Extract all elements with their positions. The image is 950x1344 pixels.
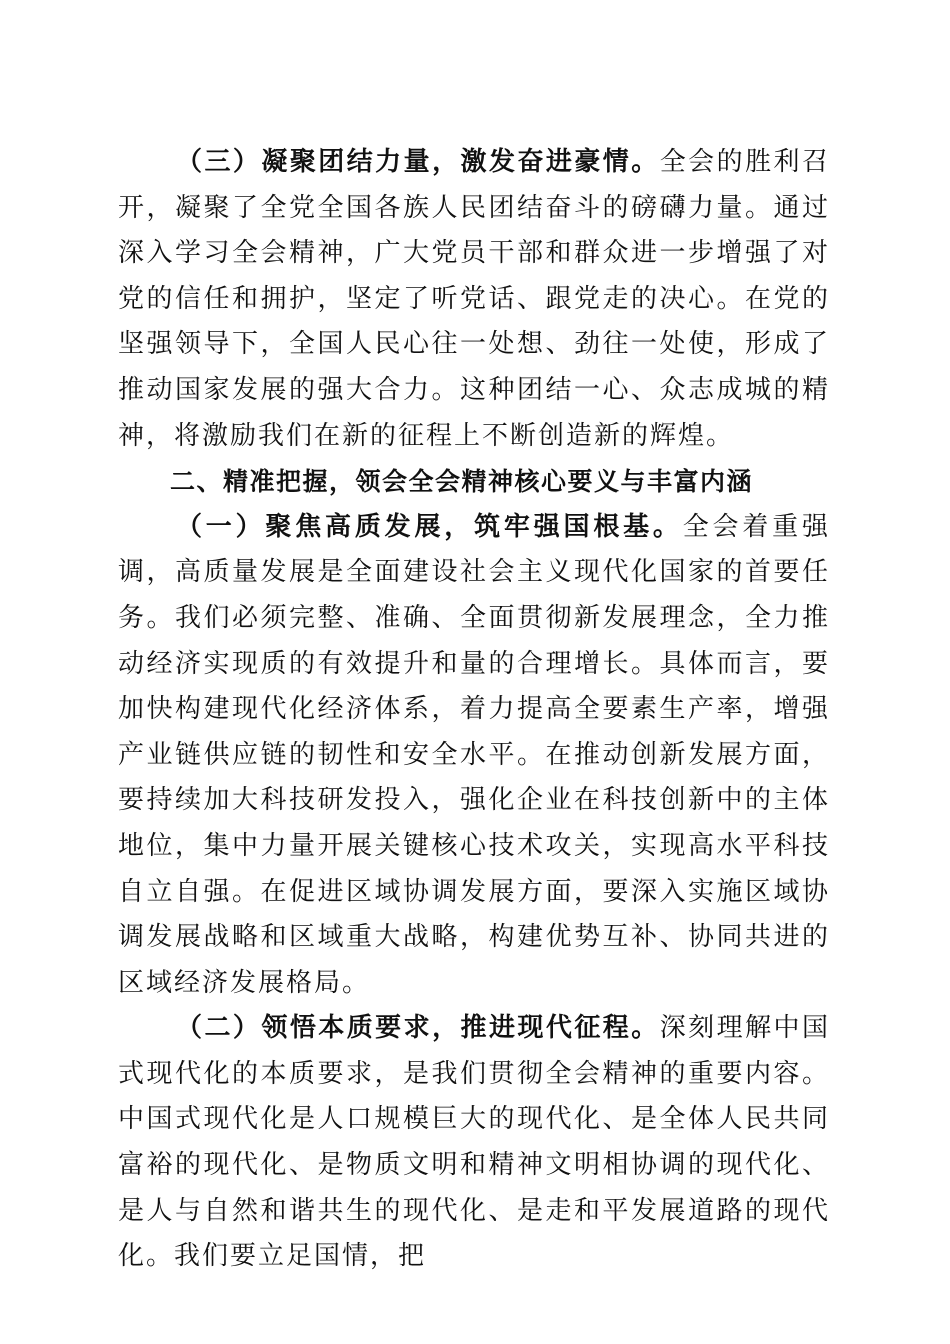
paragraph-lead: （二）领悟本质要求，推进现代征程。 (176, 1013, 660, 1044)
paragraph-text: 全会的胜利召开，凝聚了全党全国各族人民团结奋斗的磅礴力量。通过深入学习全会精神，广大党员干部和群众进一步增强了对党的信任和拥护，坚定了听党话、跟党走的决心。在党的坚强领导下，全国人民心往一处想、劲往一处使，形成了推动国家发展的强大合力。这种团结一心、众志成城的精神，将激励我们在新的征程上不断创造新的辉煌。 (118, 147, 830, 451)
paragraph-sub-two (118, 1006, 830, 1280)
paragraph-lead: （三）凝聚团结力量，激发奋进豪情。 (176, 147, 660, 177)
paragraph-text: 深刻理解中国式现代化的本质要求，是我们贯彻全会精神的重要内容。中国式现代化是人口规模巨大的现代化、是全体人民共同富裕的现代化、是物质文明和精神文明相协调的现代化、是人与自然和谐共生的现代化、是走和平发展道路的现代化。我们要立足国情，把 (118, 1013, 830, 1272)
document-body (118, 140, 830, 1280)
paragraph-lead: （一）聚焦高质发展，筑牢强国根基。 (176, 511, 683, 542)
paragraph-text: 全会着重强调，高质量发展是全面建设社会主义现代化国家的首要任务。我们必须完整、准确、全面贯彻新发展理念，全力推动经济实现质的有效提升和量的合理增长。具体而言，要加快构建现代化经济体系，着力提高全要素生产率，增强产业链供应链的韧性和安全水平。在推动创新发展方面，要持续加大科技研发投入，强化企业在科技创新中的主体地位，集中力量开展关键核心技术攻关，实现高水平科技自立自强。在促进区域协调发展方面，要深入实施区域协调发展战略和区域重大战略，构建优势互补、协同共进的区域经济发展格局。 (118, 511, 830, 998)
paragraph-section-three (118, 140, 830, 459)
section-heading: 二、精准把握，领会全会精神核心要义与丰富内涵 (170, 467, 754, 497)
paragraph-sub-one (118, 505, 830, 1007)
